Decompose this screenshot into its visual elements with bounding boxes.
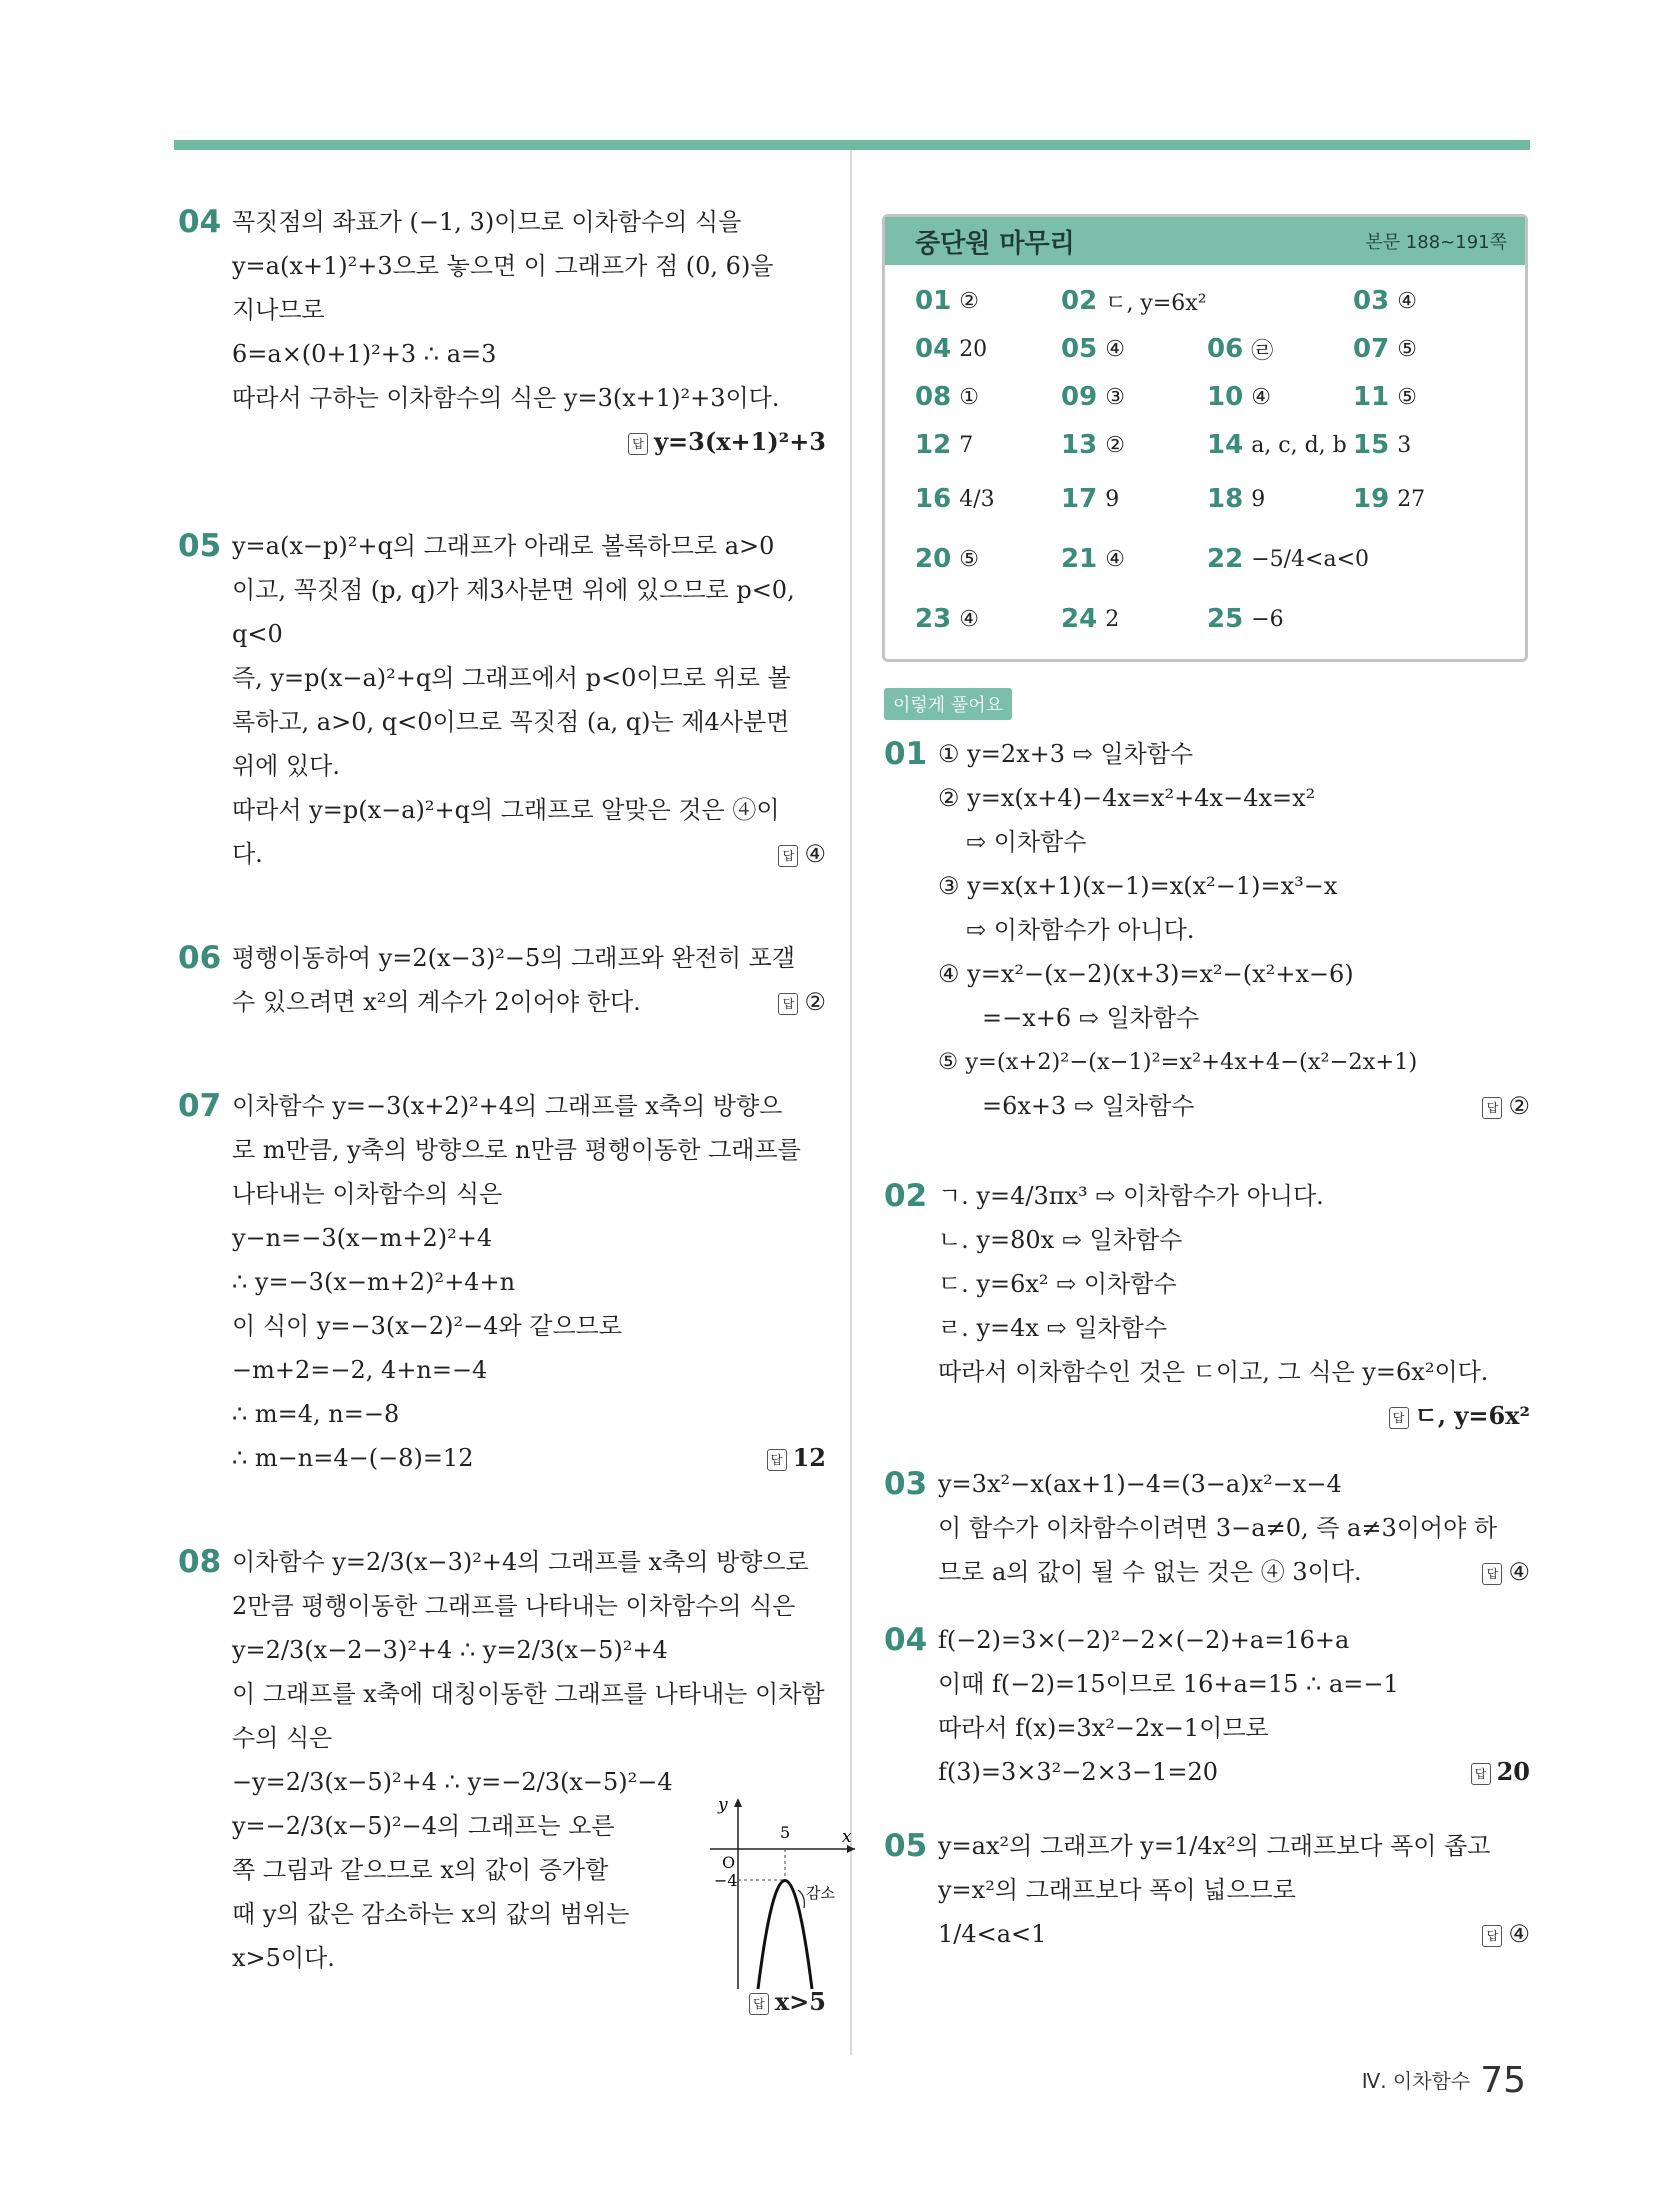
review-item-answer: ④ xyxy=(1105,546,1125,572)
answer: 답 ④ xyxy=(1482,1550,1530,1594)
chapter-review-box xyxy=(882,214,1528,662)
answer-icon xyxy=(778,993,798,1015)
review-item-number: 14 xyxy=(1207,430,1244,460)
review-empty-cell xyxy=(1353,589,1499,649)
solution-line: 이차함수 y=−3(x+2)²+4의 그래프를 x축의 방향으 xyxy=(232,1092,783,1120)
review-item-08 xyxy=(915,373,1061,421)
review-item-answer: ② xyxy=(959,288,979,314)
review-item-10 xyxy=(1207,373,1353,421)
solution-line: y=a(x−p)²+q의 그래프가 아래로 볼록하므로 a>0 xyxy=(232,532,775,560)
review-item-answer: 9 xyxy=(1105,486,1120,512)
review-item-18 xyxy=(1207,469,1353,529)
review-item-answer: ㉣ xyxy=(1251,338,1274,364)
solution-02 xyxy=(884,1174,1530,1438)
review-item-17 xyxy=(1061,469,1207,529)
review-item-answer: −5/4<a<0 xyxy=(1251,546,1370,572)
answer: 답 20 xyxy=(1471,1750,1530,1794)
answer-icon xyxy=(1482,1563,1502,1585)
review-item-23 xyxy=(915,589,1061,649)
solution-01 xyxy=(884,732,1530,1128)
solution-line: −m+2=−2, 4+n=−4 xyxy=(232,1356,488,1384)
solution-line: ⇨ 이차함수 xyxy=(966,828,1087,856)
review-item-number: 08 xyxy=(915,382,952,412)
solution-line: 수의 식은 xyxy=(232,1724,333,1752)
page-number: 75 xyxy=(1480,2060,1526,2101)
review-item-number: 01 xyxy=(915,286,952,316)
origin-label: O xyxy=(722,1853,736,1872)
solution-line-with-answer xyxy=(938,1550,1530,1594)
answer-icon xyxy=(778,845,798,867)
solution-line: 다. xyxy=(232,840,263,868)
review-item-number: 20 xyxy=(915,544,952,574)
solution-line: 6=a×(0+1)²+3 ∴ a=3 xyxy=(232,340,497,368)
solution-04 xyxy=(884,1618,1530,1794)
y-axis-arrow-icon xyxy=(734,1798,742,1807)
answer-icon xyxy=(749,1993,769,2015)
parabola-graph xyxy=(710,1794,860,1994)
solution-line: 므로 a의 값이 될 수 없는 것은 ④ 3이다. xyxy=(938,1558,1362,1586)
review-item-number: 22 xyxy=(1207,544,1244,574)
answer: 답ㄷ, y=6x² xyxy=(938,1394,1530,1438)
solution-line: ㄹ. y=4x ⇨ 일차함수 xyxy=(938,1314,1168,1342)
solution-line: 따라서 y=p(x−a)²+q의 그래프로 알맞은 것은 ④이 xyxy=(232,796,780,824)
solution-line: y=2/3(x−2−3)²+4 ∴ y=2/3(x−5)²+4 xyxy=(232,1636,668,1664)
review-item-11 xyxy=(1353,373,1499,421)
solution-line: 위에 있다. xyxy=(232,752,340,780)
solution-line: ⑤ y=(x+2)²−(x−1)²=x²+4x+4−(x²−2x+1) xyxy=(938,1049,1418,1075)
review-item-number: 23 xyxy=(915,604,952,634)
answer: 답 ④ xyxy=(778,832,826,876)
solution-line: 록하고, a>0, q<0이므로 꼭짓점 (a, q)는 제4사분면 xyxy=(232,708,790,736)
review-empty-cell xyxy=(1207,277,1353,325)
review-item-number: 15 xyxy=(1353,430,1390,460)
solution-line: f(−2)=3×(−2)²−2×(−2)+a=16+a xyxy=(938,1626,1350,1654)
problem-08 xyxy=(178,1540,852,2024)
review-item-answer: ㄷ, y=6x² xyxy=(1105,290,1207,316)
chapter-label: Ⅳ. 이차함수 xyxy=(1361,2069,1471,2093)
answer: 답 12 xyxy=(767,1436,826,1480)
review-item-number: 11 xyxy=(1353,382,1390,412)
solution-line: 이고, 꼭짓점 (p, q)가 제3사분면 위에 있으므로 p<0, xyxy=(232,576,795,604)
solution-line: 따라서 구하는 이차함수의 식은 y=3(x+1)²+3이다. xyxy=(232,384,780,412)
review-item-number: 17 xyxy=(1061,484,1098,514)
review-item-number: 09 xyxy=(1061,382,1098,412)
review-item-21 xyxy=(1061,529,1207,589)
solution-line-with-answer xyxy=(938,1912,1530,1956)
solution-line: y=x²의 그래프보다 폭이 넓으므로 xyxy=(938,1876,1296,1904)
review-item-15 xyxy=(1353,421,1499,469)
solution-line: ② y=x(x+4)−4x=x²+4x−4x=x² xyxy=(938,784,1316,812)
answer-icon xyxy=(1389,1407,1409,1429)
review-item-19 xyxy=(1353,469,1499,529)
review-item-answer: ⑤ xyxy=(1397,384,1417,410)
review-item-answer: 27 xyxy=(1397,486,1426,512)
solution-line: 2만큼 평행이동한 그래프를 나타내는 이차함수의 식은 xyxy=(232,1592,796,1620)
solution-line: 이차함수 y=2/3(x−3)²+4의 그래프를 x축의 방향으로 xyxy=(232,1548,809,1576)
solution-line: 나타내는 이차함수의 식은 xyxy=(232,1180,503,1208)
review-item-02 xyxy=(1061,277,1207,325)
answer-icon xyxy=(1482,1925,1502,1947)
review-item-number: 16 xyxy=(915,484,952,514)
solution-line: ㄱ. y=4/3πx³ ⇨ 이차함수가 아니다. xyxy=(938,1182,1324,1210)
review-item-number: 19 xyxy=(1353,484,1390,514)
solution-line: f(3)=3×3²−2×3−1=20 xyxy=(938,1758,1219,1786)
decrease-label: 감소 xyxy=(806,1884,835,1902)
solution-line: =−x+6 ⇨ 일차함수 xyxy=(982,1004,1200,1032)
review-item-answer: ① xyxy=(959,384,979,410)
review-item-answer: −6 xyxy=(1251,606,1284,632)
review-item-number: 04 xyxy=(915,334,952,364)
review-item-answer: ④ xyxy=(1251,384,1271,410)
review-item-24 xyxy=(1061,589,1207,649)
review-item-answer: 4/3 xyxy=(959,486,995,512)
problem-number: 04 xyxy=(178,204,222,240)
solution-line: 따라서 이차함수인 것은 ㄷ이고, 그 식은 y=6x²이다. xyxy=(938,1358,1489,1386)
review-item-04 xyxy=(915,325,1061,373)
review-title: 중단원 마무리 xyxy=(915,228,1075,259)
solution-line: ∴ y=−3(x−m+2)²+4+n xyxy=(232,1268,516,1296)
review-item-answer: a, c, d, b xyxy=(1251,432,1347,458)
answer: 답 ② xyxy=(1482,1084,1530,1128)
solution-line: 수 있으려면 x²의 계수가 2이어야 한다. xyxy=(232,988,641,1016)
review-item-number: 12 xyxy=(915,430,952,460)
review-item-01 xyxy=(915,277,1061,325)
problem-06 xyxy=(178,936,826,1024)
review-item-16 xyxy=(915,469,1061,529)
solution-line-with-answer xyxy=(938,1084,1530,1128)
solution-line: 이 식이 y=−3(x−2)²−4와 같으므로 xyxy=(232,1312,623,1340)
solution-line: ㄴ. y=80x ⇨ 일차함수 xyxy=(938,1226,1183,1254)
solution-line-with-answer xyxy=(938,1750,1530,1794)
parabola-curve xyxy=(758,1881,812,1990)
solution-line: 쪽 그림과 같으므로 x의 값이 증가할 xyxy=(232,1856,609,1884)
solution-line-with-answer xyxy=(232,1436,826,1480)
solution-line: y=a(x+1)²+3으로 놓으면 이 그래프가 점 (0, 6)을 xyxy=(232,252,774,280)
graph-paragraph xyxy=(232,1795,852,1980)
answer-icon xyxy=(767,1449,787,1471)
review-item-number: 06 xyxy=(1207,334,1244,364)
problem-number: 02 xyxy=(884,1178,928,1214)
solution-line: =6x+3 ⇨ 일차함수 xyxy=(982,1092,1195,1120)
solution-line: 꼭짓점의 좌표가 (−1, 3)이므로 이차함수의 식을 xyxy=(232,208,742,236)
review-item-number: 02 xyxy=(1061,286,1098,316)
solution-line: 때 y의 값은 감소하는 x의 값의 범위는 xyxy=(232,1900,630,1928)
answer: 답 ② xyxy=(778,980,826,1024)
solution-line: ③ y=x(x+1)(x−1)=x(x²−1)=x³−x xyxy=(938,872,1338,900)
solution-line: ① y=2x+3 ⇨ 일차함수 xyxy=(938,740,1194,768)
x-tick-label: 5 xyxy=(780,1823,791,1842)
answer-icon xyxy=(1471,1763,1491,1785)
solution-line: ㄷ. y=6x² ⇨ 이차함수 xyxy=(938,1270,1177,1298)
review-item-answer: 20 xyxy=(959,336,988,362)
review-item-answer: ② xyxy=(1105,432,1125,458)
review-item-answer: ⑤ xyxy=(1397,336,1417,362)
review-page-ref: 본문 188~191쪽 xyxy=(1365,232,1507,253)
review-item-number: 13 xyxy=(1061,430,1098,460)
problem-number: 03 xyxy=(884,1466,928,1502)
solution-line: q<0 xyxy=(232,620,283,648)
solution-line: 1/4<a<1 xyxy=(938,1920,1047,1948)
review-item-number: 07 xyxy=(1353,334,1390,364)
solution-line: 이 그래프를 x축에 대칭이동한 그래프를 나타내는 이차함 xyxy=(232,1680,825,1708)
column-divider xyxy=(850,150,852,2055)
problem-number: 06 xyxy=(178,940,222,976)
problem-05 xyxy=(178,524,826,876)
review-item-06 xyxy=(1207,325,1353,373)
solution-line-with-answer xyxy=(232,832,826,876)
solution-line: 즉, y=p(x−a)²+q의 그래프에서 p<0이므로 위로 볼 xyxy=(232,664,791,692)
top-accent-bar xyxy=(174,140,1530,150)
review-item-answer: 3 xyxy=(1397,432,1412,458)
review-item-13 xyxy=(1061,421,1207,469)
y-axis-label: y xyxy=(718,1795,728,1815)
review-answer-grid xyxy=(885,265,1525,659)
review-item-number: 05 xyxy=(1061,334,1098,364)
problem-number: 05 xyxy=(884,1828,928,1864)
problem-number: 07 xyxy=(178,1088,222,1124)
answer: 답x>5 xyxy=(232,1980,826,2024)
solution-line: y−n=−3(x−m+2)²+4 xyxy=(232,1224,493,1252)
solution-line: x>5이다. xyxy=(232,1944,335,1972)
review-item-answer: ④ xyxy=(1105,336,1125,362)
review-item-number: 03 xyxy=(1353,286,1390,316)
review-item-12 xyxy=(915,421,1061,469)
left-column xyxy=(178,200,852,2024)
solution-line: ∴ m−n=4−(−8)=12 xyxy=(232,1444,474,1472)
review-item-answer: ③ xyxy=(1105,384,1125,410)
review-item-09 xyxy=(1061,373,1207,421)
solution-line: 따라서 f(x)=3x²−2x−1이므로 xyxy=(938,1714,1269,1742)
review-item-answer: ⑤ xyxy=(959,546,979,572)
answer-icon xyxy=(1482,1097,1502,1119)
solution-line-with-answer xyxy=(232,980,826,1024)
review-item-answer: 2 xyxy=(1105,606,1120,632)
review-item-number: 24 xyxy=(1061,604,1098,634)
solution-05 xyxy=(884,1824,1530,1956)
x-axis-label: x xyxy=(842,1827,852,1847)
solution-line: 지나므로 xyxy=(232,296,325,324)
review-item-14 xyxy=(1207,421,1353,469)
solution-line: y=3x²−x(ax+1)−4=(3−a)x²−x−4 xyxy=(938,1470,1342,1498)
solution-03 xyxy=(884,1462,1530,1594)
answer: 답y=3(x+1)²+3 xyxy=(232,420,826,464)
page-footer xyxy=(1362,2060,1526,2101)
answer-icon xyxy=(628,433,648,455)
review-item-22 xyxy=(1207,529,1370,589)
review-item-number: 25 xyxy=(1207,604,1244,634)
review-header xyxy=(885,217,1525,265)
problem-04 xyxy=(178,200,826,464)
review-item-20 xyxy=(915,529,1061,589)
review-item-answer: ④ xyxy=(1397,288,1417,314)
solution-line: 평행이동하여 y=2(x−3)²−5의 그래프와 완전히 포갤 xyxy=(232,944,796,972)
solution-line: 이때 f(−2)=15이므로 16+a=15 ∴ a=−1 xyxy=(938,1670,1399,1698)
review-item-answer: 9 xyxy=(1251,486,1266,512)
problem-number: 05 xyxy=(178,528,222,564)
review-item-07 xyxy=(1353,325,1499,373)
review-item-answer: 7 xyxy=(959,432,974,458)
review-item-number: 18 xyxy=(1207,484,1244,514)
solution-line: ④ y=x²−(x−2)(x+3)=x²−(x²+x−6) xyxy=(938,960,1354,988)
solution-line: 이 함수가 이차함수이려면 3−a≠0, 즉 a≠3이어야 하 xyxy=(938,1514,1498,1542)
solution-line: 로 m만큼, y축의 방향으로 n만큼 평행이동한 그래프를 xyxy=(232,1136,801,1164)
review-item-25 xyxy=(1207,589,1353,649)
solution-line: ⇨ 이차함수가 아니다. xyxy=(966,916,1195,944)
solution-line: ∴ m=4, n=−8 xyxy=(232,1400,400,1428)
solution-line: y=−2/3(x−5)²−4의 그래프는 오른 xyxy=(232,1812,615,1840)
review-item-number: 21 xyxy=(1061,544,1098,574)
review-item-number: 10 xyxy=(1207,382,1244,412)
problem-number: 08 xyxy=(178,1544,222,1580)
solution-line: −y=2/3(x−5)²+4 ∴ y=−2/3(x−5)²−4 xyxy=(232,1768,673,1796)
solution-line: y=ax²의 그래프가 y=1/4x²의 그래프보다 폭이 좁고 xyxy=(938,1832,1491,1860)
problem-number: 04 xyxy=(884,1622,928,1658)
review-item-03 xyxy=(1353,277,1499,325)
problem-number: 01 xyxy=(884,736,928,772)
right-column xyxy=(884,214,1530,1956)
y-tick-label: −4 xyxy=(714,1871,738,1890)
problem-07 xyxy=(178,1084,826,1480)
review-empty-cell xyxy=(1353,529,1499,589)
review-item-answer: ④ xyxy=(959,606,979,632)
solution-tag: 이렇게 풀어요 xyxy=(884,688,1012,720)
answer: 답 ④ xyxy=(1482,1912,1530,1956)
review-item-05 xyxy=(1061,325,1207,373)
